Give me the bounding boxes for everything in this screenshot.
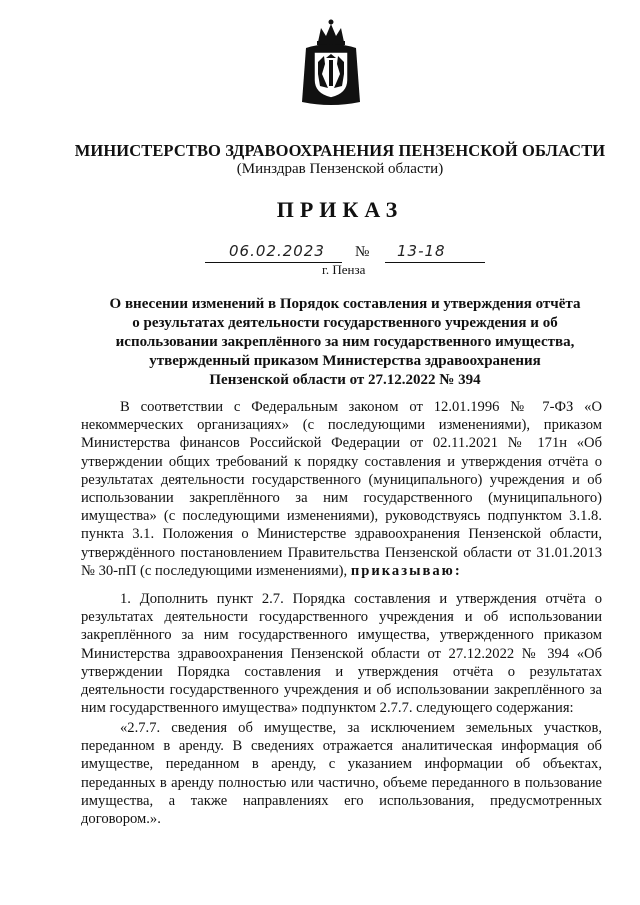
subject-line: О внесении изменений в Порядок составления и утверждения отчёта	[109, 296, 581, 312]
clause-1-text: 1. Дополнить пункт 2.7. Порядка составления и утверждения отчёта о результатах деятельности государственного учреждения и об использовании закреплённого за ним государственного имущества, утвержденного приказом Министерства здравоохранения Пензенской области от 27.12.2022 № 394 «Об утверждении Порядка составления и утверждения отчёта о результатах деятельности государственного учреждения и об использовании закреплённого за ним государственного имущества» подпунктом 2.7.7. следующего содержания:	[81, 591, 602, 717]
ministry-short-name: (Минздрав Пензенской области)	[236, 161, 444, 177]
handwritten-date: 06.02.2023	[229, 242, 325, 260]
clause-1-paragraph	[81, 590, 602, 717]
preamble-paragraph	[81, 398, 602, 580]
subject-line: Пензенской области от 27.12.2022 № 394	[209, 372, 481, 388]
order-word: приказываю:	[350, 562, 462, 579]
preamble-text: В соответствии с Федеральным законом от 12.01.1996 № 7-ФЗ «О некоммерческих организациях» (с последующими изменениями), приказом Министерства финансов Российской Федерации от 02.11.2021 № 171н «Об утверждении общих требований к порядку составления и утверждения отчёта о результатах деятельности государственного (муниципального) учреждения и об использовании закреплённого за ним государственного (муниципального) имущества» (с последующими изменениями), руководствуясь подпунктом 3.1.8. пункта 3.1. Положения о Министерстве здравоохранения Пензенской области, утверждённого постановлением Правительства Пензенской области от 31.01.2013 № 30-пП (с последующими изменениями),	[81, 399, 602, 579]
subject-line: использовании закреплённого за ним государственного имущества,	[115, 334, 575, 350]
subject-line: о результатах деятельности государственного учреждения и об	[132, 315, 558, 331]
number-field	[385, 244, 485, 263]
ministry-name: МИНИСТЕРСТВО ЗДРАВООХРАНЕНИЯ ПЕНЗЕНСКОЙ ОБЛАСТИ	[74, 141, 606, 160]
handwritten-number: 13-18	[397, 242, 446, 260]
clause-2-7-7-text: «2.7.7. сведения об имуществе, за исключением земельных участков, переданном в аренду. В сведениях отражается аналитическая информация об имуществе, переданном в аренду, с указанием информации об объектах, переданных в аренду полностью или частично, объеме переданного в пользование имущества, а также направлениях его использования, предусмотренных договором.».	[81, 720, 602, 828]
coat-of-arms-emblem-icon	[298, 18, 364, 106]
subject-line: утвержденный приказом Министерства здравоохранения	[149, 353, 541, 369]
number-sign: №	[355, 244, 370, 260]
document-type-title: ПРИКАЗ	[276, 197, 404, 222]
date-field	[205, 244, 342, 263]
clause-2-7-7-paragraph	[81, 719, 602, 828]
order-subject	[80, 295, 610, 390]
city-label: г. Пенза	[322, 262, 366, 277]
